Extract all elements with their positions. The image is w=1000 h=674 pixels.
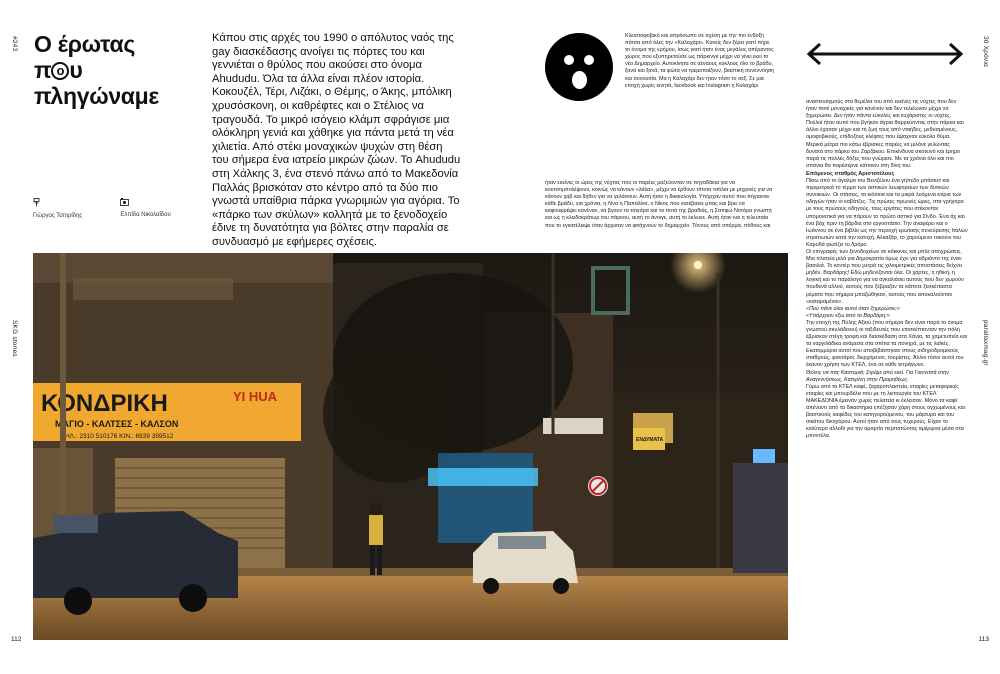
surprised-face-icon <box>545 33 613 101</box>
photographer-credit: Ελπίδα Νικολαΐδου <box>120 198 170 219</box>
credits <box>33 198 171 219</box>
shop-sign-chinese: YI HUA <box>233 389 278 404</box>
section-label: SKG stories <box>11 320 18 357</box>
title-o-circle: ο <box>51 62 69 80</box>
writer-credit: Γιώργος Τσιτιρίδης <box>33 198 82 219</box>
shop-sign-subtitle: ΜΑΓΙΟ - ΚΑΛΤΣΕΣ - ΚΑΛΣΟΝ <box>55 419 179 429</box>
shop-sign-text: ΚΟΝΔΡΙΚΗ <box>41 390 168 417</box>
body-column-right: αναστεναγμούς στα θεμέλια του από εκείνες τις νύχτες που δεν ήταν ποτέ μοναχικές για κανέναν και δεν τελείωναν μέχρι να ξημερώσει. Δεν ήταν πάντα εύκολες και ευχάριστες οι νύχτες. Πολλοί ήταν αυτοί που βγήκαν άγρια θαρρεύοντας στην πάρκα και άλλοι έχασαν μέχρι και τη ζωή τους από νταήδες, μεθυσμένους, ομοφοβικούς, επίδοξους κλέφτες που έψαχναν εύκολο θύμα. Μερικά μέτρα πιο κάτω έβρισκες παρέες να μιλάνε γελώντας δυνατά στο πάρκο του Ζαρζάκου. Επικίνδυνα σκοτεινό και έρημο παρά τις πολλές δόξες που γνώρισε. Με τα χρόνια όλο και πιο σπάνια θα παρέσερνε κάποιον στη δίνη του. Επόμενος σταθμός Αριστοτέλους Πίσω από το άγαλμα του Βενιζέλου ένα γήπεδο μπάσκετ και περιμετρικά το τέρμα των αστικών λεωφορείων των δυτικών συνοικιών. Οι στάσεις, τα κιόσκια και τα μικρά λυόμενα κτίρια των οδηγών ήταν οι καβάτζες. Τις πρώτες πρωινές ώρες, στα γρήγορα με τους πρώτους οδηγούς, τους εργάτες που στέκονταν υπομονετικά για να πάρουν το πρώτο αστικό για Σίνδο. Ένα άχ και ένα βάχ πριν τη βάρδια στο εργοστάσιο. Την αναφέρει και ο Ιωάννου σε ένα βιβλίο ως την περιοχή ερωτικής συνεύρεσης Ιταλών στρατιωτών κατά την κατοχή. Αλκαζάρ, το χαρούμενο τακούνι του Καρυδά φωτίζει το δρόμο. Οι επιγραφές των ξενοδοχείων σε κόκκινες και μπλε αποχρώσεις. Μια πλατεία μιλά για Δημοκρατία όμως έχει για αδριάντα της έναν βασιλιά. Το κοντέρ που μετρά τις χιλιομετρικές αποστάσεις δείχνει μηδέν. Βαρδάρης! Εδώ μηδενίζονται όλα. Οι χάρτες, η ηθική, η λογική και το παράλογο για να αγκαλιάσει αυτούς που δεν χωρούν πουθενά αλλού, αυτούς που ξέβραζαν τα κάποτε ξεσκέπαστα ρέματα που σήμερα μπαζώθηκαν, αυτούς που αποκαλούνταν «καταραμένοι». «Πού πάνε όλοι αυτοί όταν ξημερώσει;» «Υπάρχουν έξω από το Βαρδάρη;» Την εποχή της Πύλης Αξιού (που σήμερα δεν είναι παρά το όνομα γνωστού σκυλάδικου) οι ταξιδευτές που επισκέπτονταν την πόλη έβρισκαν στέγη τροφή και διασκέδαση στα Χάνια, τα χαμετυπεία και τα ναργιλάδικα ανάμεσα στα σπίτια τα πονηρά, με τις λαϊκές. Εκατομμύρια αυτοί που αποβιβάστηκαν στους σιδηροδρομικούς σταθμούς, φαντάροι, διερχόμενοι, τουρίστες. Άλλοι τόσοι αυτοί του έκαναν χρήση των ΚΤΕΛ, ένα σε κάθε τετράγωνο. Θέλεις να πας Καστοριά; Στρίψε από εκεί. Για Γιαννιτσά στην Αναγεννήσεως, Κατερίνη στην Προμηθέως. Γύρω από τα ΚΤΕΛ καφέ, ζαχαροπλαστεία, εταιρίες μεταφορικές εταιρίες και μπουρδέλα που με τη λειτουργία του ΚΤΕΛ ΜΑΚΕΔΟΝΙΑ έμειναν χωρίς πελατεία κι έκλεισαν. Μόνο τα καφέ απέναντι από τα δικαστήρια επέζησαν χάρη στους αγχωμένους και βιαστικούς καφέδες του κατηγορούμενου, του μάρτυρα και του σικάτου δικηγόρου. Αυτοί ήταν από τους τυχερούς. Είχαν το καλύτερο αλλοθι για την αμαρτία περπατώντας αμέριμνα μέσα στα μποντέλα. <box>806 99 968 440</box>
body-column-mid: Κλειστοφοβικό και απρόσωπο σε σχέση με την πιο ένδοξη πάτσα από όλες την «Καλαχάρι». Κανείς δεν ξέρει γιατί πήρε το όνομα της ερήμου, ίσως γιατί ήταν ένας μεγάλος απέραντος χώρος που εξυπηρετούσε ως πάρκινγκ μέχρι να γίνει εκεί το νέο Δημαρχείο. Αυτοκίνητα σε αέναους κύκλους όλο το βράδυ, ξανά και ξανά, τα φώτα να τρεμοπαίζουν, βιαστική συνεννόηση και συνουσία. Μα η Καλαχάρι δεν ήταν τόσο το σεξ. Σε μια εποχή χωρίς κινητά, facebook και Instagram η Καλαχάρι <box>625 33 775 89</box>
sign-clothes: ΕΝΔΥΜΑΤΑ <box>636 437 664 443</box>
page-number-left: 112 <box>11 636 22 643</box>
issue-number: #243 <box>11 36 18 52</box>
section-heading: Επόμενος σταθμός Αριστοτέλους <box>806 170 895 177</box>
article-title: Ο έρωτας π ο υ πληγώναμε <box>34 31 160 109</box>
shop-sign-phone: ΤΗΛ.: 2310 510176 ΚΙΝ.: 6939 359512 <box>61 433 174 440</box>
pen-icon <box>33 198 82 209</box>
page-number-right: 113 <box>978 636 989 643</box>
article-intro: Κάπου στις αρχές του 1990 ο απόλυτος ναός της gay διασκέδασης ανοίγει τις πόρτες του και γεννιέται ο θρύλος που ακούσει στο όνομα Ahududu. Όλα τα άλλα είναι πλέον ιστορία. Κοκουζέλ, Τέρι, Λιζάκι, ο Θέμης, ο Άκης, μπόλικη χρυσόσκονη, οι καθρέφτες και ο Στέλιος να τραγουδά. Το μικρό ισόγειο κλάμπ σφράγισε μια ολόκληρη γενιά και χάθηκε για πάντα μετά τη νέα χιλιετία. Από στέκι μοναχικών ψυχών στη θέση του σήμερα ένα ιατρείο μικρών ζώων. Το Ahududu στη Χάλκης 3, ένα στενό πάνω από το Μακεδονία Παλλάς βρισκόταν στο κέντρο από τα δύο πιο γνωστά υπαίθρια πάρκα γνωριμιών για αγόρια. Το «πάρκο των σκύλων» κολλητά με το ξενοδοχείο έδινε τη δυνατότητα για βόλτες στην παραλία σε συνδυασμό με εφήμερες σχέσεις. <box>212 32 461 248</box>
street-night-photo <box>33 253 788 640</box>
double-arrow-icon <box>806 42 964 66</box>
issue-theme: 30 Χρόνια <box>982 36 989 67</box>
body-column-mid-bottom: ήταν εκείνες οι ώρες της νύχτας που οι παρέες μαζεύονταν σε πηγαδάκια για να κουτσομπολέψουν, κοινώς να κάνουν «λάλα», μέχρι να έρθουν τίποτα τσόλια με μηχανές για να κάνουν χαβ και δήθεν για να γελάσουν. Αυτή ήταν η δικαιολογία. Υπήρχαν αυτοί που πήγαιναν κάθε βράδυ, για χρόνια, η Λίνα η Παπαλίνα, ο Νίκος που κατέβαινε μπας και βρει να καφουφρέψει κανέναν, να βγουν τα τσιγάρα και τα ποτά της βραδιάς, η Σαπφώ Νοτάρα γνωστή και ως η κλειδοκράτωρ του πάρκου, αυτή το άνοιγε, αυτή το έκλεινε. Αυτή ήταν και η τελευταία που το εγκατέλειψε όταν άρχισαν να φτιάχνουν το δημαρχείο. Τόνους από σπέρμα, πόθους και <box>545 180 773 229</box>
camera-icon <box>120 198 170 208</box>
website-label: parallaxmag.gr <box>982 320 989 366</box>
